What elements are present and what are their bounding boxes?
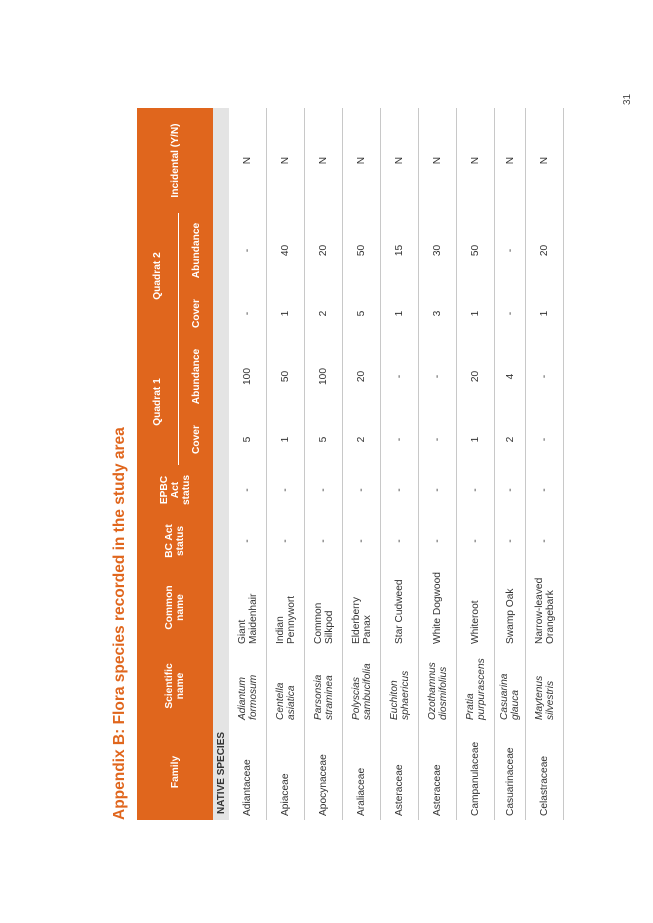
quadrat1-abundance-cell: 20 [343,339,381,414]
quadrat2-abundance-cell: 15 [381,213,419,288]
scientific-name-cell: Maytenus silvestris [526,648,564,724]
family-cell: Araliaceae [343,724,381,820]
header-q1-cover: Cover [179,414,214,465]
common-name-cell: Narrow-leaved Orangebark [526,567,564,648]
scientific-name-cell: Centella asiatica [267,648,305,724]
page-number: 31 [622,93,633,105]
quadrat2-abundance-cell: 50 [457,213,495,288]
quadrat1-abundance-cell: - [526,339,564,414]
table-row [526,108,564,820]
incidental-cell: N [305,108,343,213]
scientific-name-cell: Euchiton sphaericus [381,648,419,724]
quadrat1-abundance-cell: 4 [495,339,526,414]
scientific-name-cell: Adiantum formosum [229,648,267,724]
epbc-act-status-cell: - [305,465,343,515]
header-common-name: Common name [137,567,213,648]
epbc-act-status-cell: - [343,465,381,515]
table-row [495,108,526,820]
bc-act-status-cell: - [229,515,267,567]
quadrat1-abundance-cell: 20 [457,339,495,414]
incidental-cell: N [495,108,526,213]
bc-act-status-cell: - [305,515,343,567]
family-cell: Campanulaceae [457,724,495,820]
bc-act-status-cell: - [526,515,564,567]
appendix-title: Appendix B: Flora species recorded in the study area [111,427,128,820]
quadrat1-abundance-cell: - [419,339,457,414]
common-name-cell: Indian Pennywort [267,567,305,648]
table-row [457,108,495,820]
quadrat2-abundance-cell: 30 [419,213,457,288]
header-q1-abundance: Abundance [179,339,214,414]
epbc-act-status-cell: - [267,465,305,515]
header-epbc-act-status: EPBC Act status [137,465,213,515]
quadrat1-cover-cell: 5 [305,414,343,465]
table-row [381,108,419,820]
table-row [343,108,381,820]
quadrat1-abundance-cell: - [381,339,419,414]
common-name-cell: Common Silkpod [305,567,343,648]
quadrat1-cover-cell: 1 [457,414,495,465]
quadrat2-cover-cell: 1 [526,288,564,339]
family-cell: Apocynaceae [305,724,343,820]
quadrat1-abundance-cell: 100 [229,339,267,414]
quadrat1-abundance-cell: 50 [267,339,305,414]
table-row [419,108,457,820]
common-name-cell: White Dogwood [419,567,457,648]
table-row [305,108,343,820]
header-quadrat-1: Quadrat 1 [137,339,179,465]
quadrat1-cover-cell: - [526,414,564,465]
bc-act-status-cell: - [457,515,495,567]
scientific-name-cell: Ozothamnus diosmifolius [419,648,457,724]
header-scientific-name: Scientific name [137,648,213,724]
incidental-cell: N [457,108,495,213]
section-label: NATIVE SPECIES [213,108,229,820]
header-q2-cover: Cover [179,288,214,339]
quadrat2-abundance-cell: 40 [267,213,305,288]
scientific-name-cell: Casuarina glauca [495,648,526,724]
epbc-act-status-cell: - [419,465,457,515]
header-q2-abundance: Abundance [179,213,214,288]
common-name-cell: Star Cudweed [381,567,419,648]
family-cell: Asteraceae [381,724,419,820]
incidental-cell: N [419,108,457,213]
incidental-cell: N [381,108,419,213]
family-cell: Adiantaceae [229,724,267,820]
bc-act-status-cell: - [495,515,526,567]
quadrat2-cover-cell: - [229,288,267,339]
incidental-cell: N [343,108,381,213]
flora-species-table [137,108,564,820]
common-name-cell: Swamp Oak [495,567,526,648]
incidental-cell: N [267,108,305,213]
epbc-act-status-cell: - [526,465,564,515]
incidental-cell: N [526,108,564,213]
quadrat2-abundance-cell: 20 [526,213,564,288]
header-incidental: Incidental (Y/N) [137,108,213,213]
bc-act-status-cell: - [267,515,305,567]
scientific-name-cell: Polyscias sambucifolia [343,648,381,724]
quadrat1-cover-cell: - [381,414,419,465]
quadrat2-cover-cell: 3 [419,288,457,339]
quadrat1-abundance-cell: 100 [305,339,343,414]
incidental-cell: N [229,108,267,213]
quadrat2-cover-cell: 5 [343,288,381,339]
bc-act-status-cell: - [343,515,381,567]
quadrat2-cover-cell: 2 [305,288,343,339]
common-name-cell: Whiteroot [457,567,495,648]
bc-act-status-cell: - [381,515,419,567]
header-family: Family [137,724,213,820]
section-row-native-species [213,108,229,820]
family-cell: Asteraceae [419,724,457,820]
quadrat2-abundance-cell: 20 [305,213,343,288]
header-bc-act-status: BC Act status [137,515,213,567]
table-row [267,108,305,820]
epbc-act-status-cell: - [229,465,267,515]
header-quadrat-2: Quadrat 2 [137,213,179,339]
common-name-cell: Elderberry Panax [343,567,381,648]
quadrat1-cover-cell: 2 [495,414,526,465]
quadrat1-cover-cell: 5 [229,414,267,465]
scientific-name-cell: Pratia purpurascens [457,648,495,724]
quadrat2-cover-cell: 1 [381,288,419,339]
quadrat2-cover-cell: - [495,288,526,339]
quadrat2-abundance-cell: 50 [343,213,381,288]
quadrat1-cover-cell: - [419,414,457,465]
rotated-page-content [106,108,556,820]
quadrat2-cover-cell: 1 [267,288,305,339]
epbc-act-status-cell: - [457,465,495,515]
quadrat2-cover-cell: 1 [457,288,495,339]
epbc-act-status-cell: - [495,465,526,515]
family-cell: Apiaceae [267,724,305,820]
common-name-cell: Giant Maidenhair [229,567,267,648]
family-cell: Casuarinaceae [495,724,526,820]
epbc-act-status-cell: - [381,465,419,515]
bc-act-status-cell: - [419,515,457,567]
quadrat2-abundance-cell: - [229,213,267,288]
quadrat1-cover-cell: 2 [343,414,381,465]
quadrat2-abundance-cell: - [495,213,526,288]
quadrat1-cover-cell: 1 [267,414,305,465]
table-row [229,108,267,820]
family-cell: Celastraceae [526,724,564,820]
scientific-name-cell: Parsonsia straminea [305,648,343,724]
